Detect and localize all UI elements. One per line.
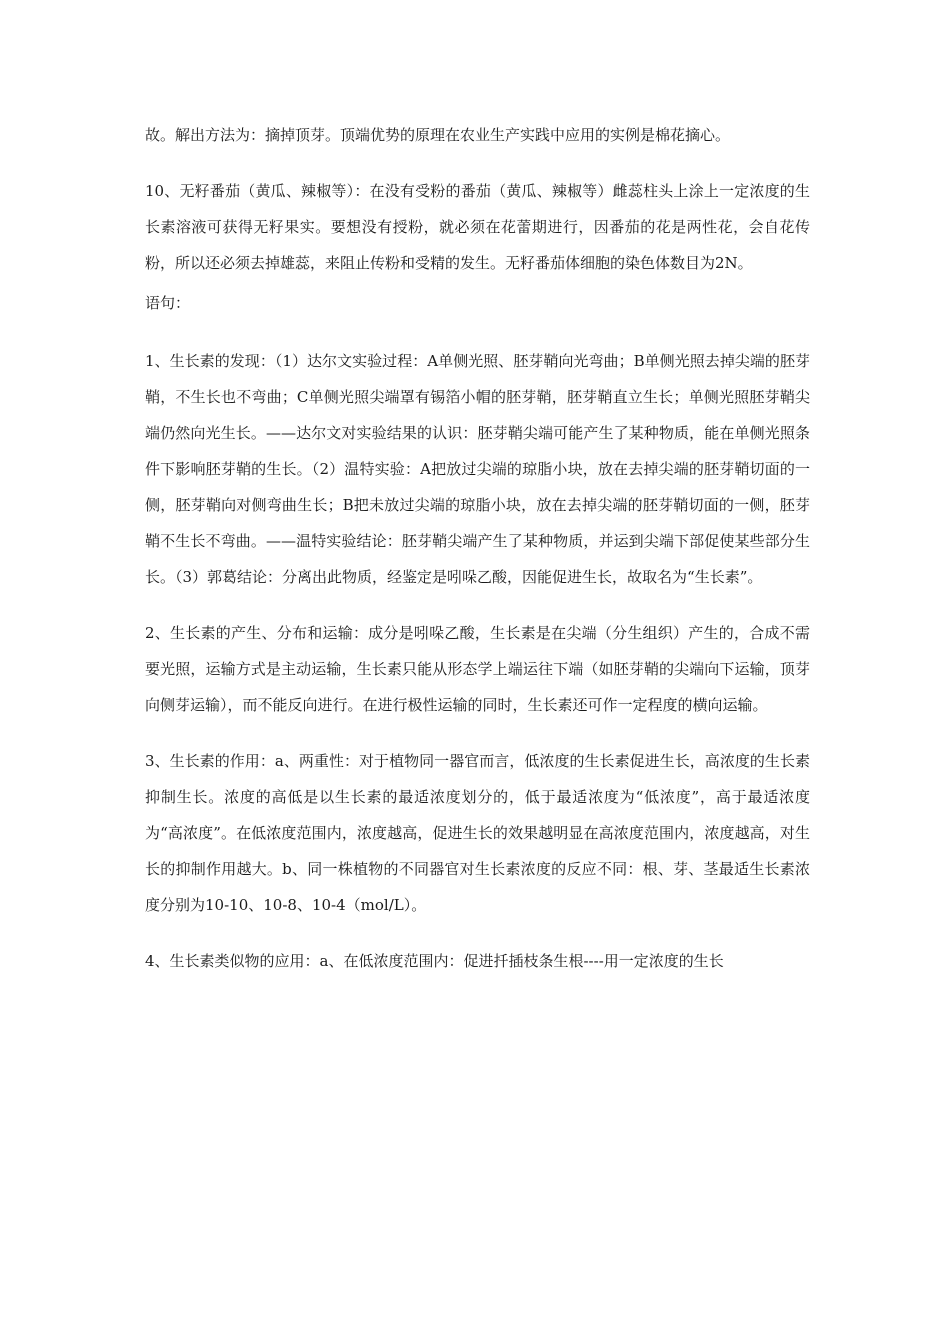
list-item-2: 2、生长素的产生、分布和运输：成分是吲哚乙酸，生长素是在尖端（分生组织）产生的，合成不需要光照，运输方式是主动运输，生长素只能从形态学上端运往下端（如胚芽鞘的尖端向下运输，顶芽向侧芽运输），而不能反向进行。在进行极性运输的同时，生长素还可作一定程度的横向运输。	[145, 624, 810, 714]
list-item-3: 3、生长素的作用：a、两重性：对于植物同一器官而言，低浓度的生长素促进生长，高浓度的生长素抑制生长。浓度的高低是以生长素的最适浓度划分的，低于最适浓度为“低浓度”，高于最适浓度为“高浓度”。在低浓度范围内，浓度越高，促进生长的效果越明显在高浓度范围内，浓度越高，对生长的抑制作用越大。b、同一株植物的不同器官对生长素浓度的反应不同：根、芽、茎最适生长素浓度分别为10-10、10-8、10-4（mol/L）。	[145, 752, 810, 914]
section-heading: 语句：	[145, 294, 191, 312]
list-item-1: 1、生长素的发现：（1）达尔文实验过程：A单侧光照、胚芽鞘向光弯曲；B单侧光照去掉尖端的胚芽鞘，不生长也不弯曲；C单侧光照尖端罩有锡箔小帽的胚芽鞘，胚芽鞘直立生长；单侧光照胚芽鞘尖端仍然向光生长。——达尔文对实验结果的认识：胚芽鞘尖端可能产生了某种物质，能在单侧光照条件下影响胚芽鞘的生长。（2）温特实验：A把放过尖端的琼脂小块，放在去掉尖端的胚芽鞘切面的一侧，胚芽鞘向对侧弯曲生长；B把未放过尖端的琼脂小块，放在去掉尖端的胚芽鞘切面的一侧，胚芽鞘不生长不弯曲。——温特实验结论：胚芽鞘尖端产生了某种物质，并运到尖端下部促使某些部分生长。（3）郭葛结论：分离出此物质，经鉴定是吲哚乙酸，因能促进生长，故取名为“生长素”。	[145, 352, 810, 586]
document-body	[145, 117, 810, 999]
paragraph-continuation: 故。解出方法为：摘掉顶芽。顶端优势的原理在农业生产实践中应用的实例是棉花摘心。	[145, 126, 731, 144]
list-item-4: 4、生长素类似物的应用：a、在低浓度范围内：促进扦插枝条生根----用一定浓度的生长	[145, 952, 724, 970]
paragraph-item-10: 10、无籽番茄（黄瓜、辣椒等）：在没有受粉的番茄（黄瓜、辣椒等）雌蕊柱头上涂上一定浓度的生长素溶液可获得无籽果实。要想没有授粉，就必须在花蕾期进行，因番茄的花是两性花，会自花传粉，所以还必须去掉雄蕊，来阻止传粉和受精的发生。无籽番茄体细胞的染色体数目为2N。	[145, 182, 810, 272]
